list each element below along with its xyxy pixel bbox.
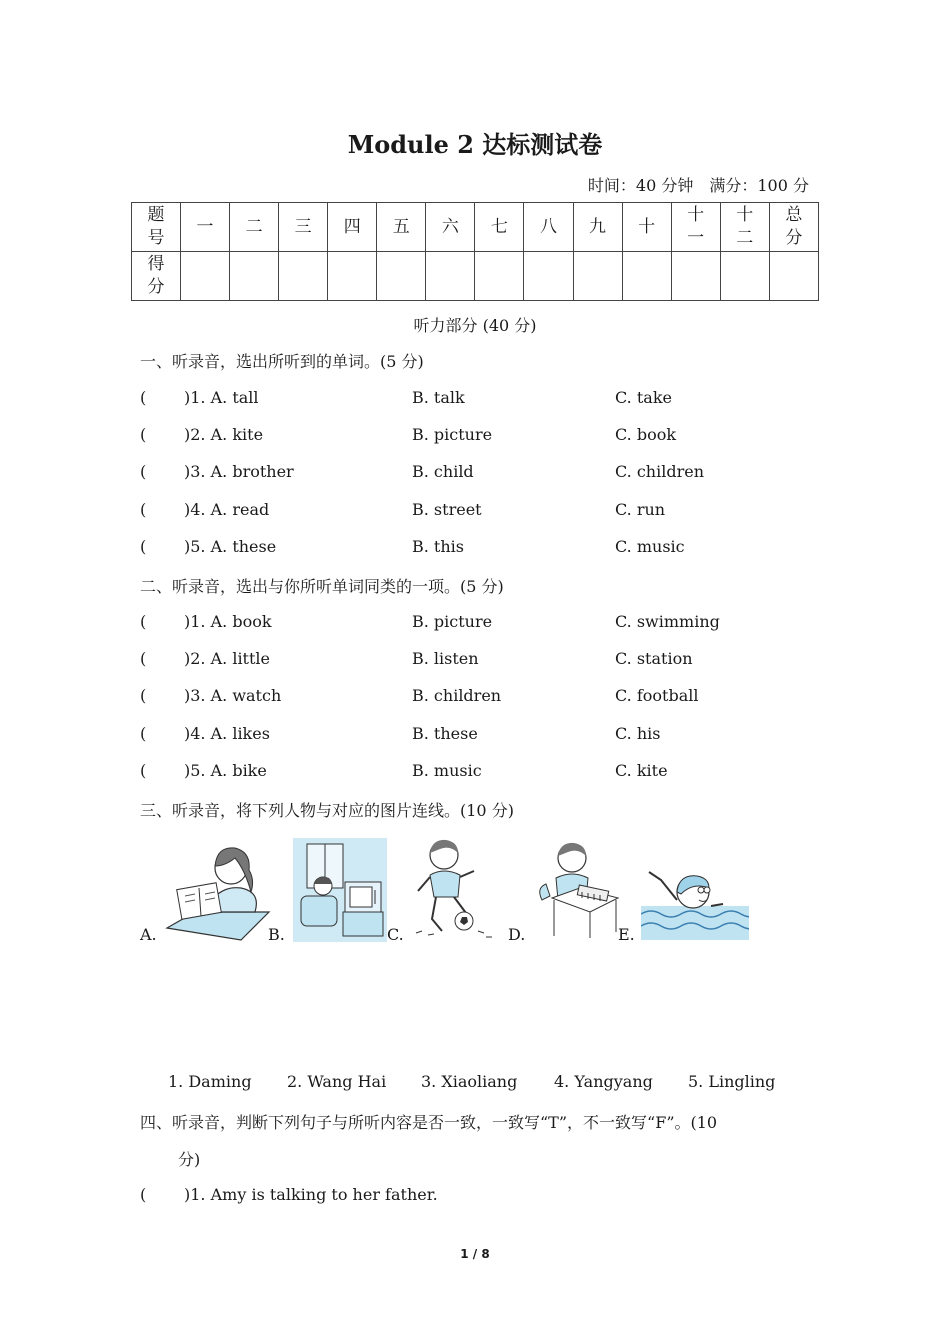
score-cell[interactable] (181, 252, 230, 301)
cell-text: 二 (245, 216, 263, 237)
answer-bracket[interactable]: ( (140, 649, 147, 668)
score-label-cell (132, 252, 181, 301)
option-a: )1. A. tall (184, 388, 259, 407)
time-score-info: 时间：40 分钟 满分：100 分 (587, 176, 809, 195)
section2-title: 二、听录音，选出与你所听单词同类的一项。(5 分) (140, 577, 504, 596)
name-wang-hai[interactable]: 2. Wang Hai (287, 1072, 387, 1091)
option-c: C. kite (615, 761, 668, 780)
col-header (573, 203, 622, 252)
page-number: 1 / 8 (460, 1247, 490, 1261)
answer-bracket[interactable]: ( (140, 761, 147, 780)
col-header (230, 203, 279, 252)
col-header (377, 203, 426, 252)
cell-text: 一 (196, 216, 214, 237)
answer-bracket[interactable]: ( (140, 425, 147, 444)
col-header (769, 203, 818, 252)
girl-reading-icon (165, 840, 271, 942)
answer-bracket[interactable]: ( (140, 462, 147, 481)
col-header (622, 203, 671, 252)
boy-watching-tv-icon (293, 838, 387, 942)
col-header (524, 203, 573, 252)
score-table-header-row (132, 203, 819, 252)
cell-text: 十 (736, 205, 754, 225)
option-b: B. music (412, 761, 482, 780)
option-a: )2. A. kite (184, 425, 264, 444)
score-cell[interactable] (622, 252, 671, 301)
score-cell[interactable] (279, 252, 328, 301)
cell-text: 四 (343, 216, 361, 237)
cell-text: 号 (147, 228, 165, 248)
option-c: C. book (615, 425, 677, 444)
option-a: )2. A. little (184, 649, 270, 668)
cell-text: 分 (785, 228, 803, 248)
cell-text: 总 (785, 205, 803, 225)
cell-text: 分 (147, 277, 165, 297)
score-cell[interactable] (426, 252, 475, 301)
option-a: )5. A. these (184, 537, 277, 556)
cell-text: 二 (736, 228, 754, 248)
col-header (671, 203, 720, 252)
col-header (279, 203, 328, 252)
picture-letter-c: C. (387, 925, 404, 944)
answer-bracket[interactable]: ( (140, 500, 147, 519)
cell-text: 七 (490, 216, 508, 237)
option-b: B. these (412, 724, 478, 743)
answer-bracket[interactable]: ( (140, 1185, 147, 1204)
col-header (426, 203, 475, 252)
answer-bracket[interactable]: ( (140, 724, 147, 743)
name-xiaoliang[interactable]: 3. Xiaoliang (421, 1072, 518, 1091)
picture-letter-d: D. (508, 925, 526, 944)
boy-piano-icon (532, 840, 620, 940)
option-b: B. picture (412, 425, 493, 444)
picture-letter-e: E. (618, 925, 635, 944)
name-yangyang[interactable]: 4. Yangyang (554, 1072, 653, 1091)
name-lingling[interactable]: 5. Lingling (688, 1072, 776, 1091)
picture-letter-a: A. (140, 925, 157, 944)
cell-text: 六 (441, 216, 459, 237)
page-title: Module 2 达标测试卷 (347, 130, 603, 159)
option-c: C. take (615, 388, 672, 407)
option-b: B. street (412, 500, 482, 519)
section1-title: 一、听录音，选出所听到的单词。(5 分) (140, 352, 424, 371)
col-header (328, 203, 377, 252)
option-b: B. listen (412, 649, 479, 668)
cell-text: 十 (687, 205, 705, 225)
answer-bracket[interactable]: ( (140, 686, 147, 705)
listening-section-header: 听力部分 (40 分) (413, 316, 537, 335)
option-b: B. talk (412, 388, 465, 407)
cell-text: 五 (392, 216, 410, 237)
cell-text: 三 (294, 216, 312, 237)
cell-text: 十 (638, 216, 656, 237)
score-cell[interactable] (671, 252, 720, 301)
score-cell[interactable] (573, 252, 622, 301)
option-c: C. swimming (615, 612, 720, 631)
score-table-score-row (132, 252, 819, 301)
swimmer-icon (641, 866, 749, 940)
section4-title: 四、听录音，判断下列句子与所听内容是否一致，一致写“T”，不一致写“F”。(10 (140, 1113, 718, 1132)
section3-title: 三、听录音，将下列人物与对应的图片连线。(10 分) (140, 801, 514, 820)
cell-text: 得 (147, 254, 165, 274)
name-daming[interactable]: 1. Daming (168, 1072, 252, 1091)
option-c: C. music (615, 537, 685, 556)
cell-text: 九 (589, 216, 607, 237)
cell-text: 题 (147, 205, 165, 225)
score-table (131, 202, 819, 301)
answer-bracket[interactable]: ( (140, 537, 147, 556)
option-a: )3. A. brother (184, 462, 294, 481)
option-a: )4. A. read (184, 500, 270, 519)
cell-text: 一 (687, 228, 705, 248)
option-a: )1. A. book (184, 612, 272, 631)
option-b: B. children (412, 686, 502, 705)
option-b: B. child (412, 462, 474, 481)
option-b: B. this (412, 537, 464, 556)
boy-football-icon (412, 835, 498, 943)
option-a: )3. A. watch (184, 686, 282, 705)
answer-bracket[interactable]: ( (140, 388, 147, 407)
option-c: C. his (615, 724, 661, 743)
score-cell[interactable] (328, 252, 377, 301)
col-header (720, 203, 769, 252)
score-cell[interactable] (720, 252, 769, 301)
cell-text: 八 (539, 216, 557, 237)
option-c: C. run (615, 500, 666, 519)
col-header (475, 203, 524, 252)
option-c: C. football (615, 686, 699, 705)
option-b: B. picture (412, 612, 493, 631)
option-a: )4. A. likes (184, 724, 270, 743)
score-cell[interactable] (377, 252, 426, 301)
option-c: C. station (615, 649, 693, 668)
score-cell[interactable] (524, 252, 573, 301)
section4-title-cont: 分) (178, 1150, 201, 1169)
picture-letter-b: B. (268, 925, 285, 944)
score-cell[interactable] (475, 252, 524, 301)
answer-bracket[interactable]: ( (140, 612, 147, 631)
header-label-cell (132, 203, 181, 252)
score-cell[interactable] (769, 252, 818, 301)
score-cell[interactable] (230, 252, 279, 301)
statement-text: )1. Amy is talking to her father. (184, 1185, 438, 1204)
option-c: C. children (615, 462, 705, 481)
option-a: )5. A. bike (184, 761, 267, 780)
col-header (181, 203, 230, 252)
